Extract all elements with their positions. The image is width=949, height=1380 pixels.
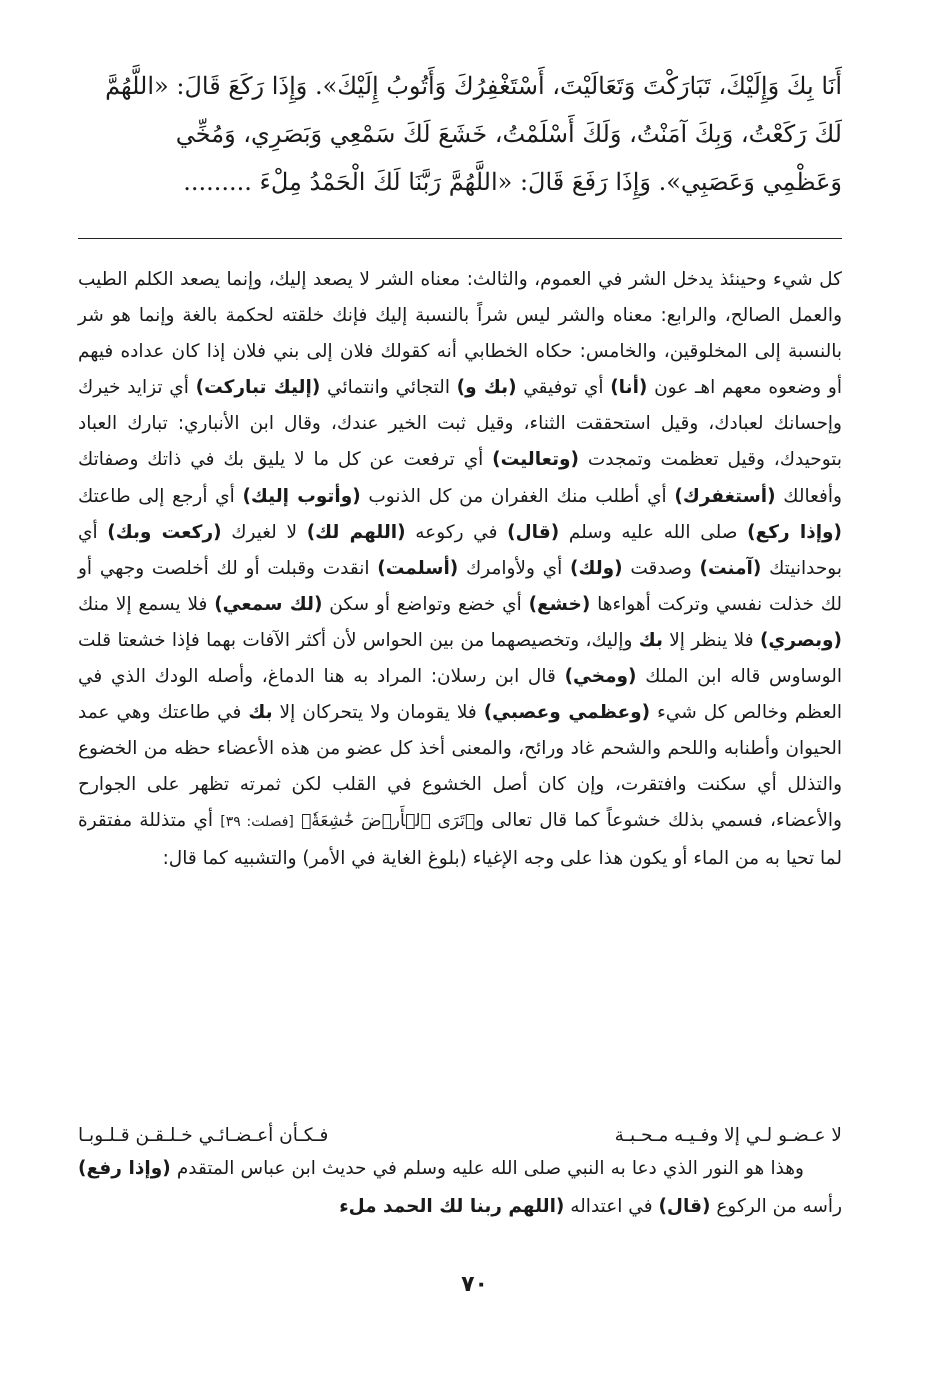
commentary-block-2 xyxy=(78,1150,842,1226)
commentary-text: وإليك، وتخصيصهما من بين الحواس لأن أكثر الآفات بهما فإذا خشعتا قلت الوساوس قاله ابن الملك xyxy=(78,629,843,688)
commentary-text: أي أطلب منك الغفران من كل الذنوب xyxy=(360,485,675,507)
commentary-keyword: (ومخي) xyxy=(564,666,637,688)
commentary-keyword: (وتعاليت) xyxy=(492,449,579,471)
commentary-text: انقدت وقبلت أو لك أخلصت وجهي أو لك خذلت نفسي وتركت أهواءها xyxy=(78,557,842,615)
commentary-text: لا لغيرك xyxy=(221,521,307,543)
commentary-keyword: (قال) xyxy=(658,1196,711,1217)
commentary-text: أي خضع وتواضع أو سكن xyxy=(322,593,529,615)
commentary-paragraph xyxy=(78,262,842,877)
commentary-keyword: (وإذا ركع) xyxy=(747,521,842,543)
commentary-text: أي بوحدانيتك xyxy=(78,521,842,579)
commentary-keyword: (آمنت) xyxy=(699,557,762,579)
commentary-keyword: (أسلمت) xyxy=(377,557,459,579)
commentary-text: فلا يقومان ولا يتحركان إلا xyxy=(272,702,484,724)
commentary-keyword: بك xyxy=(248,702,273,724)
commentary-keyword: (لك سمعي) xyxy=(214,593,323,615)
commentary-paragraph xyxy=(78,1150,842,1226)
commentary-keyword: (وأتوب إليك) xyxy=(242,485,361,507)
commentary-keyword: بك xyxy=(638,629,663,651)
commentary-text: في ركوعه xyxy=(405,521,508,543)
commentary-keyword: (اللهم ربنا لك الحمد ملء xyxy=(339,1196,565,1217)
quran-verse: ﴿تَرَى ٱلۡأَرۡضَ خَٰشِعَةٗ﴾ xyxy=(301,811,476,832)
commentary-text: أي أرجع إلى طاعتك xyxy=(78,485,243,507)
commentary-text: رأسه من الركوع xyxy=(710,1196,842,1217)
hadith-line: وَعَظْمِي وَعَصَبِي». وَإِذَا رَفَعَ قَالَ: «اللَّهُمَّ رَبَّنَا لَكَ الْحَمْدُ مِلْءَ ......... xyxy=(183,168,842,196)
commentary-keyword: (قال) xyxy=(507,521,560,543)
commentary-keyword: (أنا) xyxy=(610,377,648,399)
hadith-line: أَنَا بِكَ وَإِلَيْكَ، تَبَارَكْتَ وَتَعَالَيْتَ، أَسْتَغْفِرُكَ وَأَتُوبُ إِلَيْكَ». وَإِذَا رَكَعَ قَالَ: «اللَّهُمَّ xyxy=(105,72,842,100)
footnote-separator xyxy=(78,238,842,239)
commentary-text: قال ابن رسلان: المراد به هنا الدماغ، وأصله الودك الذي في العظم وخالص كل شيء xyxy=(78,666,843,724)
commentary-keyword: (اللهم لك) xyxy=(306,521,406,543)
commentary-text: وهذا هو النور الذي دعا به النبي صلى الله عليه وسلم في حديث ابن عباس المتقدم xyxy=(170,1158,804,1179)
verse-citation: [فصلت: ٣٩] xyxy=(220,814,294,831)
commentary-text: أي ترفعت عن كل ما لا يليق بك في ذاتك وصفاتك وأفعالك xyxy=(78,449,842,507)
commentary-text: أي تزايد خيرك وإحسانك لعبادك، وقيل استحققت الثناء، وقيل ثبت الخير عندك، وقال ابن الأنباري: تبارك العباد بتوحيدك، وقيل تعظمت وتمجدت xyxy=(78,377,842,471)
commentary-text: في اعتداله xyxy=(564,1196,659,1217)
poetry-hemistich: لا عـضـو لـي إلا وفـيـه مـحـبـة xyxy=(614,1125,842,1146)
commentary-keyword: (وإذا رفع) xyxy=(78,1158,171,1179)
commentary-text: أي توفيقي xyxy=(516,377,611,399)
hadith-text xyxy=(78,62,842,206)
commentary-keyword: (خشع) xyxy=(528,593,591,615)
commentary-text: كل شيء وحينئذ يدخل الشر في العموم، والثالث: معناه الشر لا يصعد إليك، وإنما يصعد الكلم الطيب والعمل الصالح، والرابع: معناه والشر ليس شراً بالنسبة إليك فإنك خلقته لحكمة بالغة وإنما هو شر بالنسبة إلى المخلوقين، والخامس: حكاه الخطابي أنه كقولك فلان إلى بني فلان إذا كان عداده فيهم أو وضعوه معهم اهـ عون xyxy=(78,269,843,399)
commentary-keyword: (وبصري) xyxy=(759,629,842,651)
commentary-keyword: (أستغفرك) xyxy=(674,485,776,507)
commentary-keyword: (إليك تباركت) xyxy=(195,377,321,399)
commentary-text: صلى الله عليه وسلم xyxy=(559,521,748,543)
poetry-hemistich: فـكـأن أعـضـائـي خـلـقـن قـلـوبـا xyxy=(78,1125,329,1146)
poetry-verse xyxy=(78,1118,842,1154)
commentary-text: أي ولأوامرك xyxy=(458,557,571,579)
commentary-keyword: (ركعت وبك) xyxy=(107,521,222,543)
commentary-text: أي متذللة مفتقرة لما تحيا به من الماء أو يكون هذا على وجه الإغياء (بلوغ الغاية في الأمر) والتشبيه كما قال: xyxy=(78,810,842,869)
commentary-text: التجائي وانتمائي xyxy=(320,377,457,399)
commentary-text: وصدقت xyxy=(622,557,700,579)
commentary-keyword: (ولك) xyxy=(570,557,623,579)
commentary-block xyxy=(78,262,842,877)
commentary-text: في طاعتك وهي عمد الحيوان وأطنابه واللحم والشحم غاد ورائح، والمعنى أخذ كل عضو من هذه الأعضاء حظه من الخضوع والتذلل أي سكنت وافتقرت، وإن كان أصل الخشوع في القلب لكن ثمرته تظهر على الجوارح والأعضاء، فسمي بذلك خشوعاً كما قال تعالى و xyxy=(78,702,842,832)
commentary-keyword: (بك و) xyxy=(456,377,517,399)
commentary-text: فلا يسمع إلا منك xyxy=(78,593,215,615)
commentary-keyword: (وعظمي وعصبي) xyxy=(483,702,651,724)
hadith-line: لَكَ رَكَعْتُ، وَبِكَ آمَنْتُ، وَلَكَ أَسْلَمْتُ، خَشَعَ لَكَ سَمْعِي وَبَصَرِي، وَمُخِّي xyxy=(175,120,842,148)
page-number: ٧٠ xyxy=(461,1272,488,1297)
commentary-text: فلا ينظر إلا xyxy=(662,629,760,651)
